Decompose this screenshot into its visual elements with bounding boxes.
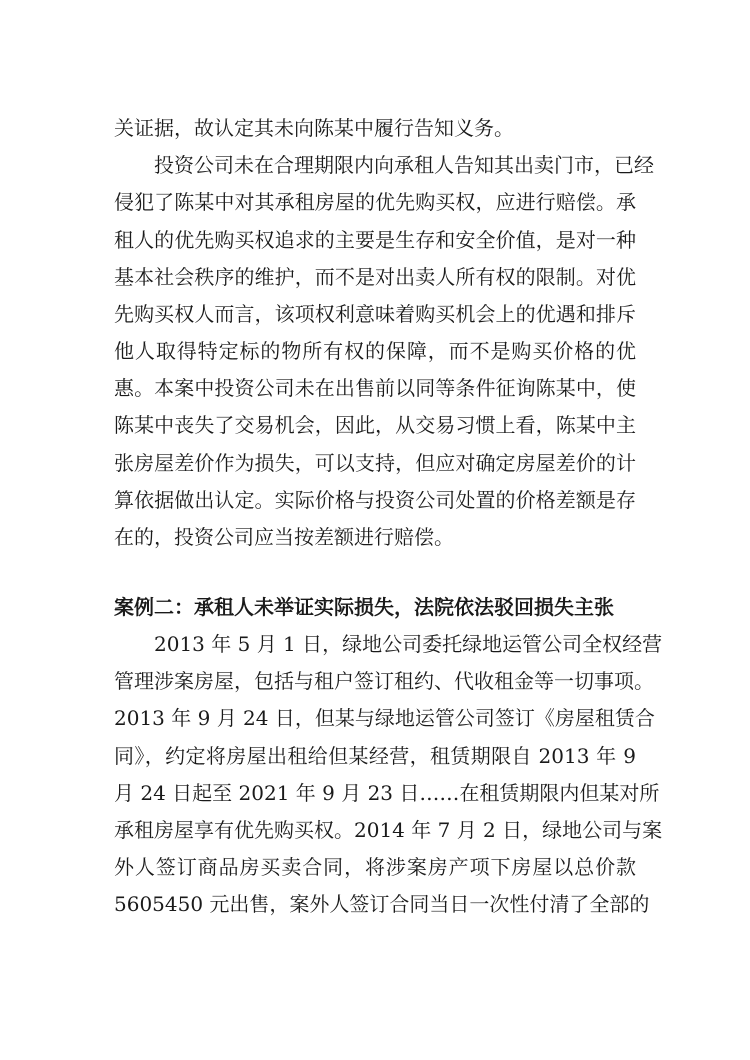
paragraph-line: 算依据做出认定。实际价格与投资公司处置的价格差额是存 (114, 488, 636, 512)
paragraph-line: 2013 年 5 月 1 日，绿地公司委托绿地运管公司全权经营 (154, 632, 663, 656)
paragraph-line: 5605450 元出售，案外人签订合同当日一次性付清了全部的 (114, 892, 650, 916)
paragraph-line: 侵犯了陈某中对其承租房屋的优先购买权，应进行赔偿。承 (114, 190, 636, 214)
paragraph-line: 先购买权人而言，该项权利意味着购买机会上的优遇和排斥 (114, 302, 636, 326)
paragraph-line: 他人取得特定标的物所有权的保障，而不是购买价格的优 (114, 339, 636, 363)
paragraph-line: 惠。本案中投资公司未在出售前以同等条件征询陈某中，使 (114, 376, 636, 400)
paragraph-line: 承租房屋享有优先购买权。2014 年 7 月 2 日，绿地公司与案 (114, 818, 663, 842)
paragraph-line: 基本社会秩序的维护，而不是对出卖人所有权的限制。对优 (114, 265, 636, 289)
paragraph-line: 租人的优先购买权追求的主要是生存和安全价值，是对一种 (114, 228, 636, 252)
paragraph-line: 外人签订商品房买卖合同，将涉案房产项下房屋以总价款 (114, 855, 636, 879)
paragraph-line: 投资公司未在合理期限内向承租人告知其出卖门市，已经 (154, 153, 654, 177)
paragraph-line: 在的，投资公司应当按差额进行赔偿。 (114, 525, 454, 549)
paragraph-line: 陈某中丧失了交易机会，因此，从交易习惯上看，陈某中主 (114, 413, 636, 437)
paragraph-line: 2013 年 9 月 24 日，但某与绿地运管公司签订《房屋租赁合 (114, 706, 655, 730)
paragraph-line: 管理涉案房屋，包括与租户签订租约、代收租金等一切事项。 (114, 669, 654, 693)
paragraph-line: 同》，约定将房屋出租给但某经营，租赁期限自 2013 年 9 (114, 744, 636, 768)
paragraph-line: 月 24 日起至 2021 年 9 月 23 日……在租赁期限内但某对所 (114, 781, 660, 805)
section-heading: 案例二：承租人未举证实际损失，法院依法驳回损失主张 (114, 595, 614, 619)
paragraph-line: 关证据，故认定其未向陈某中履行告知义务。 (114, 116, 514, 140)
paragraph-line: 张房屋差价作为损失，可以支持，但应对确定房屋差价的计 (114, 451, 636, 475)
